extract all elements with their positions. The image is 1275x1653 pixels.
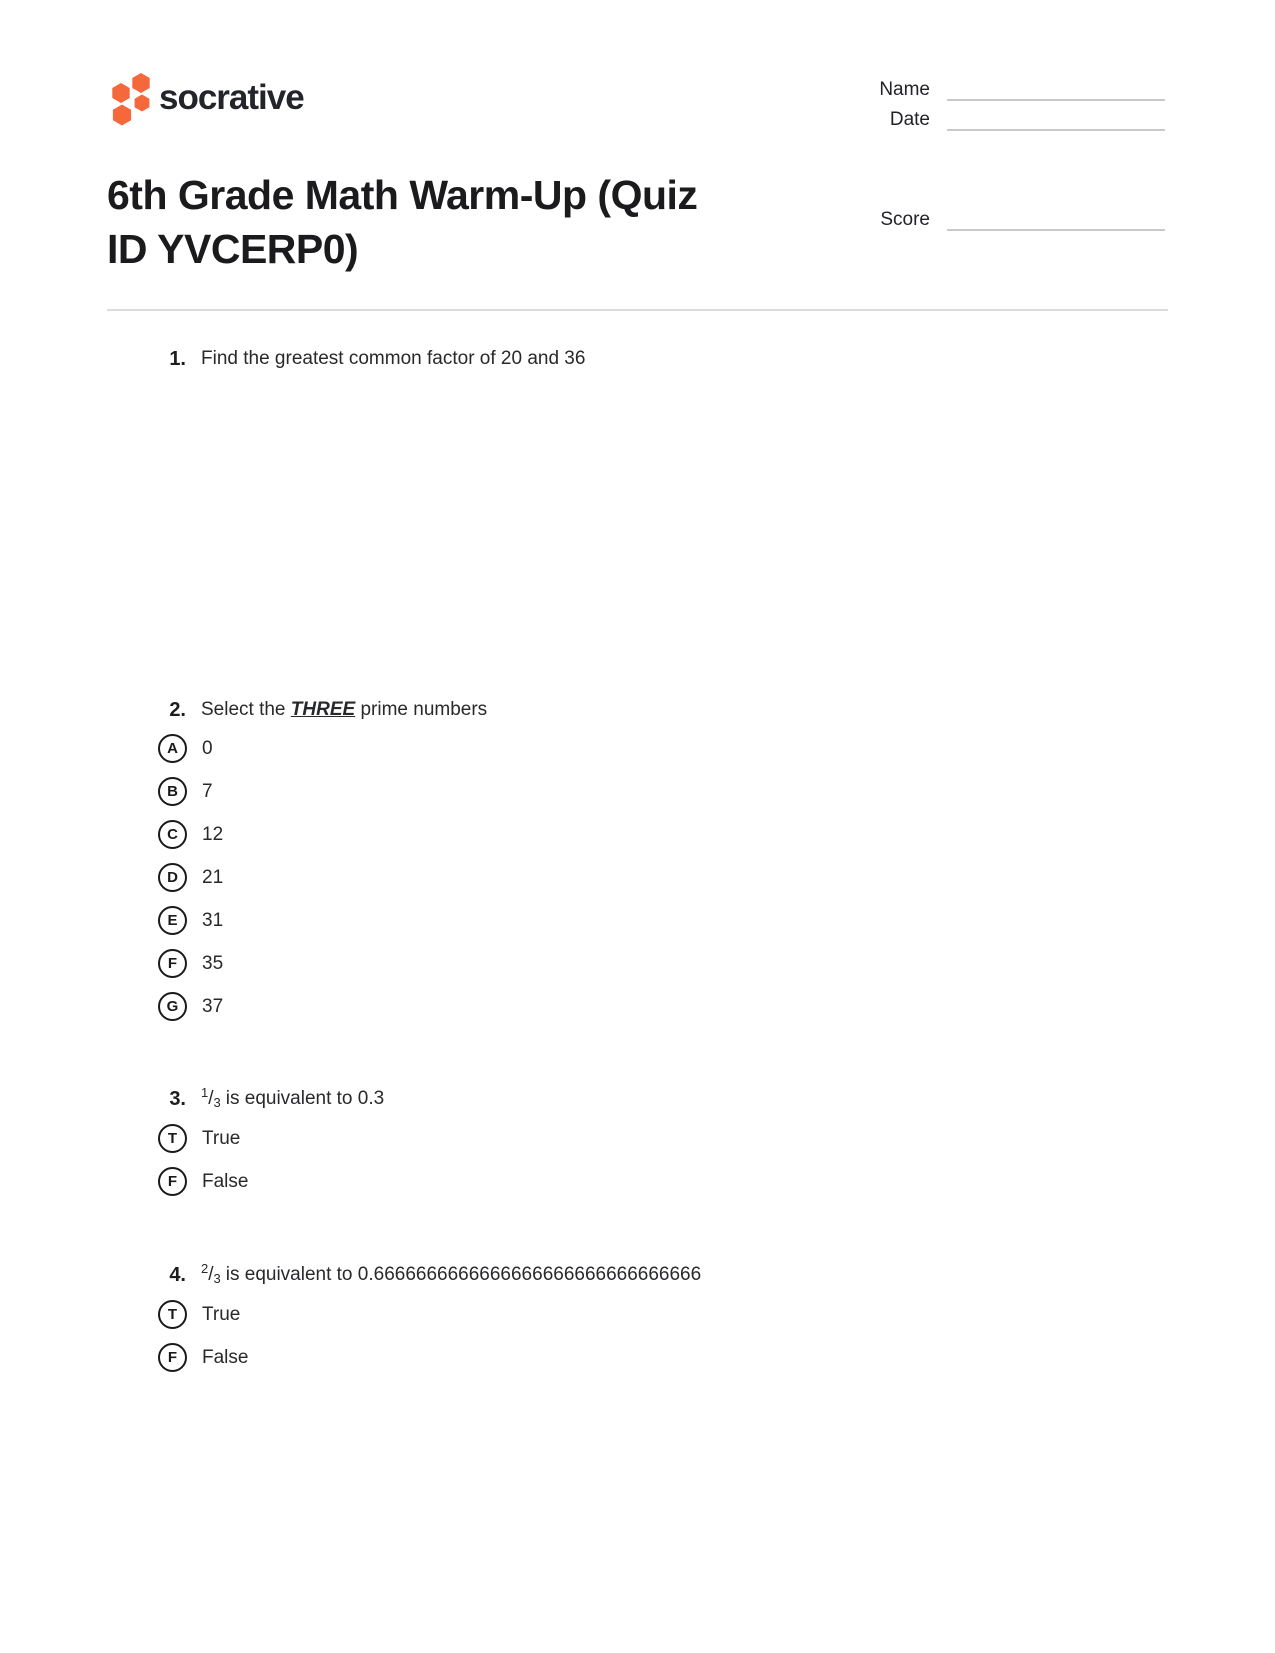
option-bubble-f: [158, 949, 187, 978]
option-bubble-g: [158, 992, 187, 1021]
option-value: False: [202, 1170, 249, 1192]
date-field: [860, 109, 1165, 131]
question-3-title: [150, 1086, 1130, 1113]
option-value: 12: [202, 823, 224, 845]
option-value: True: [202, 1127, 241, 1149]
fraction-denominator: 3: [213, 1271, 221, 1286]
option-bubble-true: [158, 1300, 187, 1329]
question-2-number: 2.: [169, 699, 186, 721]
option-letter: C: [167, 826, 178, 843]
option-value: 7: [202, 780, 213, 802]
option-row-b: [158, 777, 1130, 806]
question-4-number: 4.: [169, 1264, 186, 1286]
option-bubble-c: [158, 820, 187, 849]
question-2-text-suffix: prime numbers: [355, 699, 488, 720]
option-letter: B: [167, 783, 178, 800]
question-3: [150, 1086, 1130, 1210]
question-4-text: is equivalent to 0.6666666666666666666666666666666: [225, 1264, 702, 1285]
option-row-e: [158, 906, 1130, 935]
question-3-number: 3.: [169, 1088, 186, 1110]
question-3-text: is equivalent to 0.3: [225, 1088, 385, 1109]
option-row-a: [158, 734, 1130, 763]
question-1-text: Find the greatest common factor of 20 and 36: [201, 348, 586, 369]
question-2: [150, 697, 1130, 1035]
option-bubble-e: [158, 906, 187, 935]
option-letter: F: [167, 955, 178, 972]
socrative-wordmark: socrative: [159, 78, 304, 117]
question-2-title: [150, 697, 1130, 723]
option-value: 31: [202, 909, 224, 931]
option-bubble-b: [158, 777, 187, 806]
fraction-numerator: 2: [201, 1261, 209, 1276]
page-title: [107, 168, 867, 276]
fraction-denominator: 3: [213, 1095, 221, 1110]
option-letter: D: [167, 869, 178, 886]
fraction-slash: /: [208, 1088, 214, 1109]
page-title-line1: 6th Grade Math Warm-Up (Quiz: [107, 172, 698, 218]
option-bubble-true: [158, 1124, 187, 1153]
name-label: Name: [879, 79, 930, 100]
option-bubble-d: [158, 863, 187, 892]
option-bubble-a: [158, 734, 187, 763]
date-fill-line: [947, 109, 1165, 131]
page-title-line2: ID YVCERP0): [107, 226, 359, 272]
option-letter: E: [167, 912, 178, 929]
option-row-g: [158, 992, 1130, 1021]
option-value: 37: [202, 995, 224, 1017]
option-letter: T: [167, 1130, 178, 1147]
fraction-slash: /: [208, 1264, 214, 1285]
score-fill-line: [947, 209, 1165, 231]
question-1-number: 1.: [169, 348, 186, 370]
option-letter: F: [167, 1173, 178, 1190]
question-1-title: [150, 346, 1130, 372]
option-row-false: [158, 1343, 1130, 1372]
header-divider: [107, 309, 1168, 311]
score-field: [860, 209, 1165, 231]
option-bubble-false: [158, 1343, 187, 1372]
option-letter: G: [166, 998, 179, 1015]
option-letter: T: [167, 1306, 178, 1323]
option-letter: F: [167, 1349, 178, 1366]
name-fill-line: [947, 79, 1165, 101]
option-value: False: [202, 1346, 249, 1368]
option-row-true: [158, 1300, 1130, 1329]
question-4: [150, 1262, 1130, 1386]
fraction-numerator: 1: [201, 1085, 209, 1100]
question-1: [150, 346, 1130, 383]
option-row-true: [158, 1124, 1130, 1153]
option-row-f: [158, 949, 1130, 978]
option-bubble-false: [158, 1167, 187, 1196]
option-row-d: [158, 863, 1130, 892]
question-2-text-prefix: Select the: [201, 699, 291, 720]
question-4-title: [150, 1262, 1130, 1289]
option-row-c: [158, 820, 1130, 849]
option-value: 0: [202, 737, 213, 759]
option-value: 35: [202, 952, 224, 974]
name-field: [860, 79, 1165, 101]
option-letter: A: [167, 740, 178, 757]
score-label: Score: [880, 209, 930, 230]
socrative-hexagons-icon: [106, 66, 152, 126]
option-row-false: [158, 1167, 1130, 1196]
option-value: 21: [202, 866, 224, 888]
date-label: Date: [889, 109, 930, 130]
option-value: True: [202, 1303, 241, 1325]
question-2-text-emphasis: THREE: [290, 699, 356, 720]
